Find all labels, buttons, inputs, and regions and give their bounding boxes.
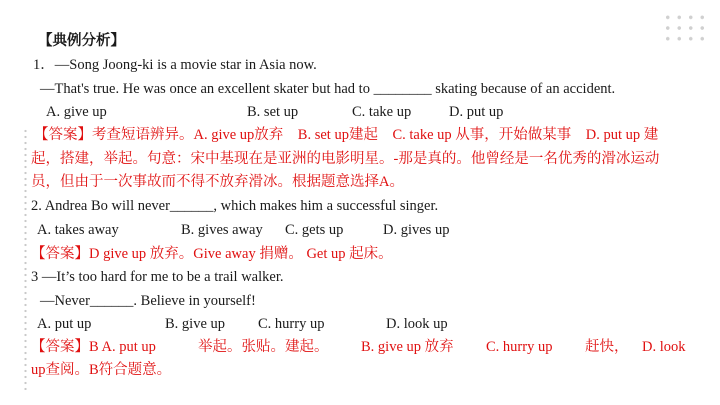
q1-option-a: A. give up [46, 104, 107, 120]
q2-prompt: 2. Andrea Bo will never______, which makes him a successful singer. [31, 198, 439, 214]
q3-answer-part2: 举起。张贴。建起。 [198, 339, 329, 355]
q3-option-b: B. give up [165, 316, 226, 332]
section-heading: 【典例分析】 [38, 33, 125, 49]
q3-answer-part1: 【答案】B A. put up [31, 339, 156, 355]
q2-option-c: C. gets up [285, 222, 344, 238]
q1-answer-line1: 【答案】考查短语辨异。A. give up放弃 B. set up建起 C. take up 从事，开始做某事 D. put up 建 [34, 127, 659, 143]
q1-prompt-line1: 1．—Song Joong-ki is a movie star in Asia now. [33, 57, 317, 73]
decorative-dots-left [24, 128, 27, 390]
q3-answer-part6: D. look [642, 339, 686, 355]
q3-answer-part4: C. hurry up [486, 339, 553, 355]
q1-prompt-line2: —That's true. He was once an excellent skater but had to ________ skating because of an accident. [40, 81, 616, 97]
q3-answer-part5: 赶快， [585, 339, 629, 355]
q1-answer-line2: 起，搭建，举起。句意：宋中基现在是亚洲的电影明星。-那是真的。他曾经是一名优秀的滑冰运动 [31, 151, 660, 167]
q3-answer-part3: B. give up 放弃 [361, 339, 454, 355]
q2-option-d: D. gives up [383, 222, 450, 238]
q2-option-a: A. takes away [37, 222, 119, 238]
q3-option-a: A. put up [37, 316, 92, 332]
q2-answer: 【答案】D give up 放弃。Give away 捐赠。 Get up 起床。 [31, 246, 393, 262]
q2-option-b: B. gives away [181, 222, 263, 238]
q3-option-c: C. hurry up [258, 316, 325, 332]
q1-option-b: B. set up [247, 104, 299, 120]
q1-option-d: D. put up [449, 104, 504, 120]
q3-option-d: D. look up [386, 316, 448, 332]
q3-answer-line2: up查阅。B符合题意。 [31, 362, 172, 378]
decorative-dots-grid [662, 12, 708, 44]
q1-option-c: C. take up [352, 104, 412, 120]
q3-prompt-line1: 3 —It’s too hard for me to be a trail walker. [31, 269, 284, 285]
q1-answer-line3: 员，但由于一次事故而不得不放弃滑冰。根据题意选择A。 [31, 174, 404, 190]
q3-prompt-line2: —Never______. Believe in yourself! [40, 293, 256, 309]
